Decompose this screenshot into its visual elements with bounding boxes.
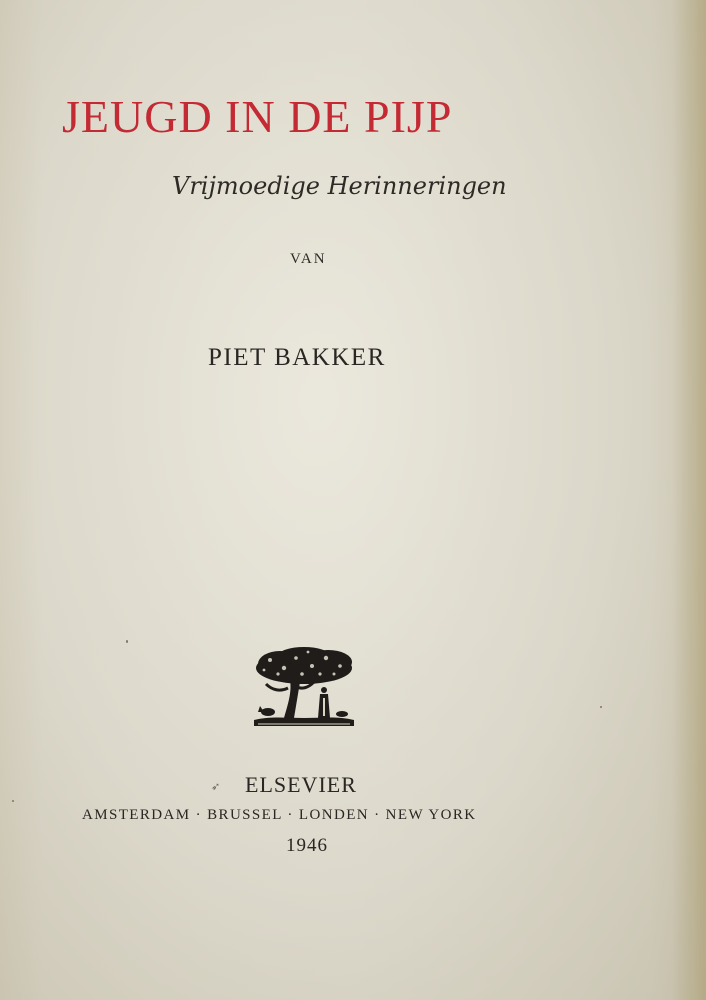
byline: VAN — [290, 251, 327, 267]
publication-year: 1946 — [286, 835, 328, 856]
author-name: PIET BAKKER — [208, 344, 386, 371]
page-edge-shadow — [672, 0, 706, 1000]
paper-speck — [12, 800, 14, 802]
small-arrow-mark: ➶ — [211, 781, 221, 793]
book-subtitle: Vrijmoedige Herinneringen — [172, 172, 507, 200]
publisher-cities: AMSTERDAM · BRUSSEL · LONDEN · NEW YORK — [82, 807, 477, 823]
paper-speck — [600, 706, 602, 708]
paper-speck — [126, 640, 128, 643]
publisher-name: ELSEVIER — [245, 772, 357, 797]
book-title: JEUGD IN DE PIJP — [62, 91, 453, 142]
tree-with-figure-device-icon — [250, 646, 358, 732]
